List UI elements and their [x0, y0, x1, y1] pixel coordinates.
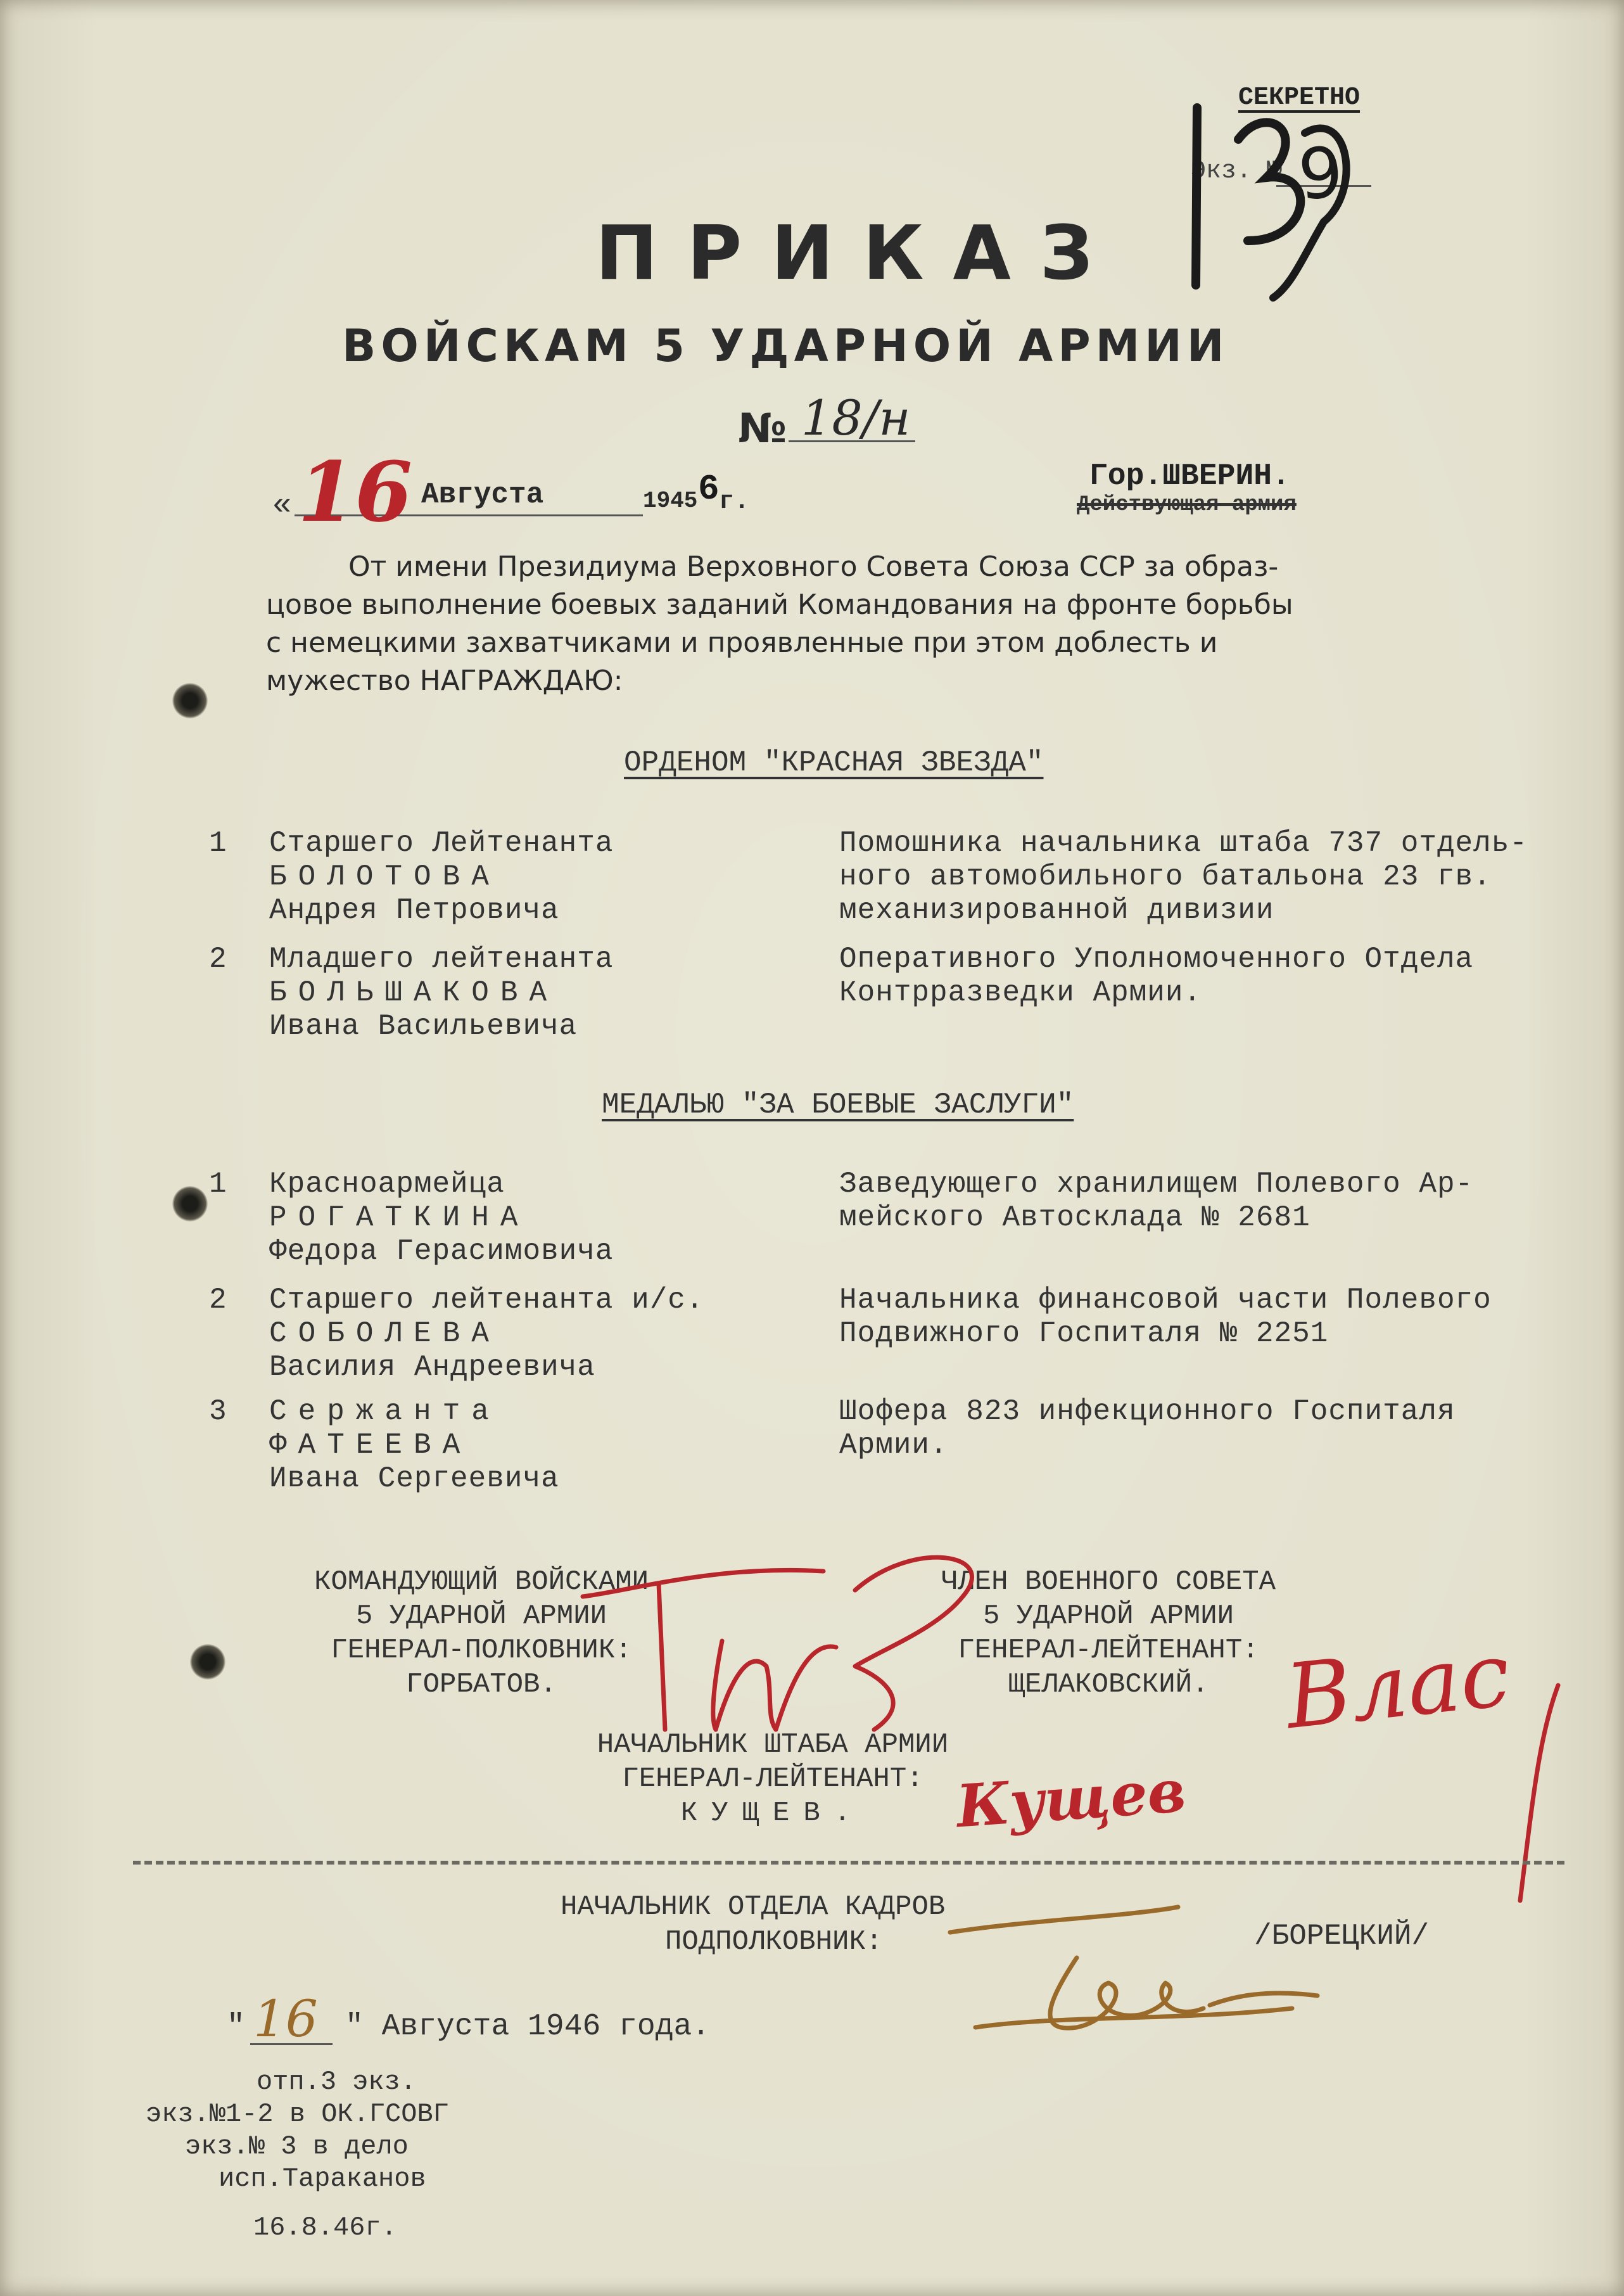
entry-given-name: Ивана Васильевича [269, 1010, 578, 1043]
copy-number-label: Экз. № [1191, 157, 1283, 186]
entry-given-name: Федора Герасимовича [269, 1235, 614, 1268]
entry-surname: ФАТЕЕВА [269, 1429, 472, 1462]
punch-hole-middle [172, 1186, 208, 1221]
entry-surname: БОЛОТОВА [269, 860, 500, 893]
entry-position-line: мейского Автосклада № 2681 [839, 1201, 1310, 1234]
entry-surname: СОБОЛЕВА [269, 1317, 500, 1350]
footer-date-open-quote: " [227, 2010, 245, 2044]
preamble-line: мужество НАГРАЖДАЮ: [266, 665, 623, 697]
signature-line: ГЕНЕРАЛ-ЛЕЙТЕНАНТ: [958, 1635, 1259, 1666]
red-signature-chief: Кущев [954, 1756, 1188, 1841]
certification-rank: ПОДПОЛКОВНИК: [665, 1926, 883, 1958]
entry-number: 1 [209, 827, 227, 860]
entry-position-line: ного автомобильного батальона 23 гв. [839, 860, 1492, 893]
signature-line: ЩЕЛАКОВСКИЙ. [1008, 1669, 1209, 1700]
entry-position-line: Шофера 823 инфекционного Госпиталя [839, 1395, 1456, 1428]
entry-position-line: Контрразведки Армии. [839, 976, 1202, 1009]
handwritten-number-stamp [1178, 95, 1368, 310]
preamble-line: с немецкими захватчиками и проявленные при этом доблесть и [266, 627, 1218, 659]
entry-position-line: механизированной дивизии [839, 894, 1274, 927]
signature-line: НАЧАЛЬНИК ШТАБА АРМИИ [597, 1729, 949, 1761]
preamble-line: От имени Президиума Верховного Совета Союза ССР за образ- [348, 551, 1279, 583]
entry-rank: Младшего лейтенанта [269, 943, 614, 976]
order-number-handwritten: 18/н [801, 390, 911, 446]
section-separator [133, 1861, 1564, 1865]
entry-number: 1 [209, 1168, 227, 1201]
entry-number: 2 [209, 943, 227, 976]
entry-rank: Старшего лейтенанта и/с. [269, 1284, 704, 1317]
signature-line: 5 УДАРНОЙ АРМИИ [982, 1600, 1234, 1632]
signature-block-chief-of-staff [570, 1728, 975, 1830]
entry-given-name: Ивана Сергеевича [269, 1462, 559, 1495]
distribution-line: экз.№1-2 в ОК.ГСОВГ [146, 2099, 449, 2129]
signature-line: ГЕНЕРАЛ-ПОЛКОВНИК: [331, 1635, 632, 1666]
entry-position-line: Заведующего хранилищем Полевого Ар- [839, 1168, 1474, 1201]
award-heading-order-red-star: ОРДЕНОМ "КРАСНАЯ ЗВЕЗДА" [624, 746, 1044, 779]
entry-position-line: Оперативного Уполномоченного Отдела [839, 943, 1474, 976]
entry-position-line: Подвижного Госпиталя № 2251 [839, 1317, 1329, 1350]
copy-number-handwritten: 9 [1295, 131, 1346, 216]
preamble-line: цовое выполнение боевых заданий Командования на фронте борьбы [266, 589, 1293, 621]
award-heading-medal-combat-merit: МЕДАЛЬЮ "ЗА БОЕВЫЕ ЗАСЛУГИ" [602, 1088, 1074, 1121]
date-open-quote: « [272, 488, 292, 524]
entry-given-name: Василия Андреевича [269, 1351, 595, 1384]
entry-number: 3 [209, 1395, 227, 1428]
distribution-line: 16.8.46г. [253, 2212, 397, 2243]
date-month-rule [421, 514, 643, 516]
date-month: Августа [421, 478, 544, 511]
entry-rank: Красноармейца [269, 1168, 505, 1201]
punch-hole-bottom [190, 1644, 225, 1680]
order-title: ПРИКАЗ [595, 209, 1122, 297]
entry-position-line: Армии. [839, 1429, 948, 1462]
entry-given-name: Андрея Петровича [269, 894, 559, 927]
red-signature-council: Влас [1281, 1623, 1515, 1750]
entry-position-line: Помошника начальника штаба 737 отдель- [839, 827, 1528, 860]
red-signature-council-tail [1482, 1673, 1583, 1913]
entry-surname: БОЛЬШАКОВА [269, 976, 559, 1009]
location-struck: Действующая армия [1077, 493, 1297, 517]
signature-line: КУЩЕВ. [680, 1797, 865, 1829]
entry-number: 2 [209, 1284, 227, 1317]
order-subtitle: ВОЙСКАМ 5 УДАРНОЙ АРМИИ [342, 320, 1229, 372]
certification-title: НАЧАЛЬНИК ОТДЕЛА КАДРОВ [561, 1891, 946, 1923]
date-year-correction: 6 [698, 469, 720, 509]
footer-date-rest: " Августа 1946 года. [345, 2010, 711, 2044]
date-year-suffix: г. [719, 488, 750, 516]
date-year: 1945 [643, 488, 698, 514]
red-signature-commander [557, 1540, 1039, 1742]
signature-line: ЧЛЕН ВОЕННОГО СОВЕТА [941, 1566, 1276, 1598]
footer-date-day-rule [250, 2043, 333, 2045]
entry-rank: Старшего Лейтенанта [269, 827, 614, 860]
distribution-line: исп.Тараканов [219, 2164, 426, 2194]
footer-date-day-handwritten: 16 [253, 1989, 318, 2048]
entry-position-line: Начальника финансовой части Полевого [839, 1284, 1492, 1317]
signature-line: ГОРБАТОВ. [406, 1669, 557, 1700]
date-day-handwritten: 16 [298, 443, 412, 540]
signature-line: КОМАНДУЮЩИЙ ВОЙСКАМИ [314, 1566, 649, 1598]
certification-name: /БОРЕЦКИЙ/ [1254, 1920, 1430, 1953]
order-number-label: № [738, 405, 787, 452]
punch-hole-top [172, 683, 208, 718]
classification-label: СЕКРЕТНО [1238, 84, 1361, 112]
preamble [266, 548, 1293, 700]
distribution-line: экз.№ 3 в дело [185, 2131, 409, 2162]
location-city: Гор.ШВЕРИН. [1089, 459, 1290, 494]
signature-line: 5 УДАРНОЙ АРМИИ [355, 1600, 607, 1632]
entry-rank: Сержанта [269, 1395, 500, 1428]
entry-surname: РОГАТКИНА [269, 1201, 530, 1234]
distribution-line: отп.3 экз. [257, 2067, 417, 2097]
brown-signature-certification [937, 1894, 1330, 2053]
signature-line: ГЕНЕРАЛ-ЛЕЙТЕНАНТ: [622, 1763, 923, 1795]
